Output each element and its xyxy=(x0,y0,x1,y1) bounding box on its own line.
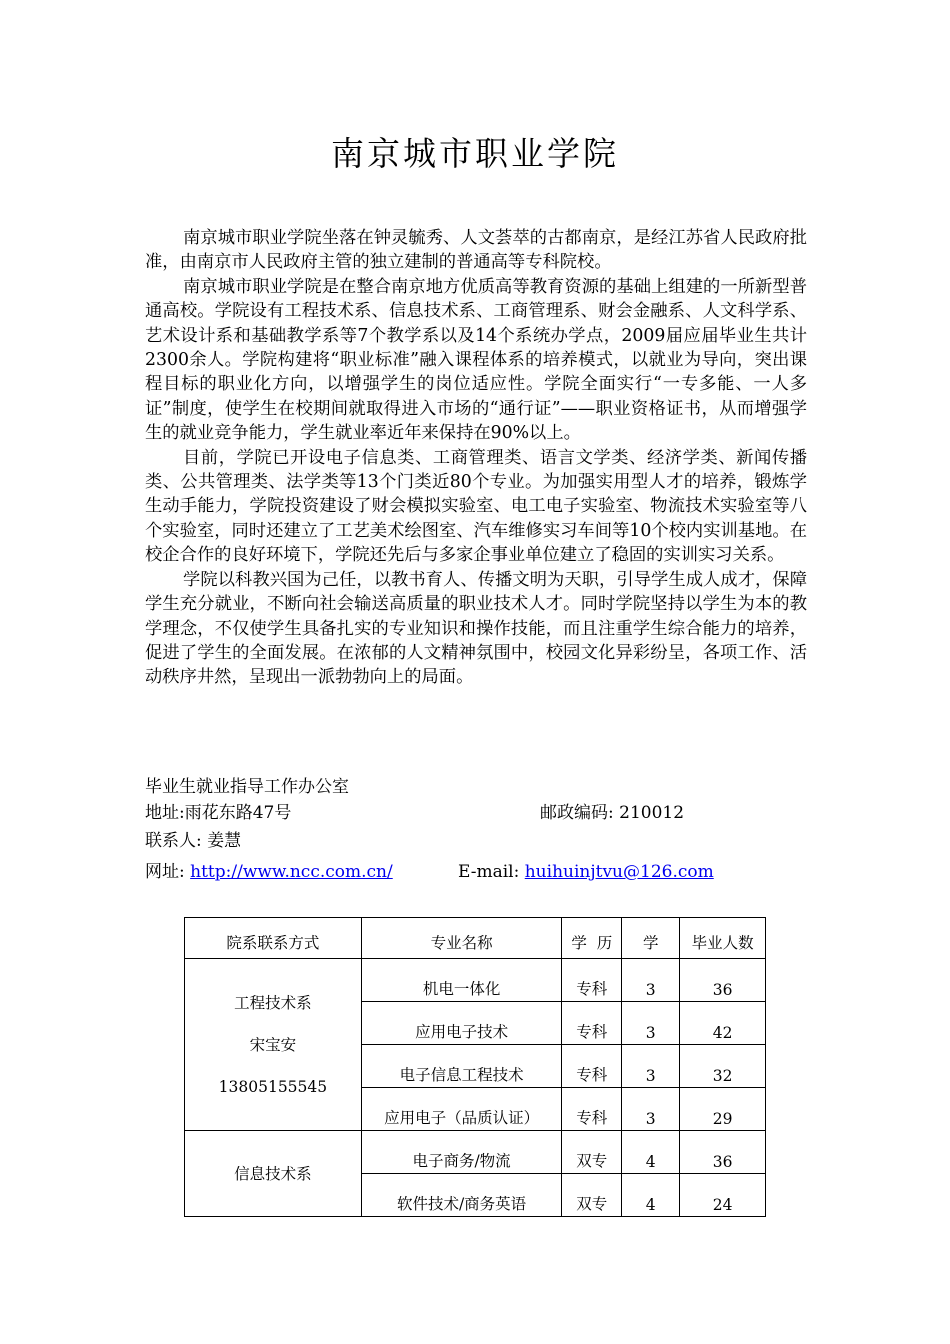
major-cell: 电子信息工程技术 xyxy=(361,1045,562,1088)
major-cell: 软件技术/商务英语 xyxy=(361,1174,562,1217)
degree-cell: 专科 xyxy=(562,1088,622,1131)
intro-text xyxy=(145,226,807,690)
contact-address-row xyxy=(145,800,805,826)
years-cell: 3 xyxy=(622,1088,680,1131)
dept-name: 信息技术系 xyxy=(234,1164,312,1183)
postcode-group xyxy=(540,800,684,826)
dept-cell-it xyxy=(185,1131,362,1217)
degree-cell: 专科 xyxy=(562,1045,622,1088)
degree-cell: 双专 xyxy=(562,1174,622,1217)
years-cell: 3 xyxy=(622,1002,680,1045)
graduates-cell: 29 xyxy=(680,1088,766,1131)
postcode: 210012 xyxy=(619,803,685,823)
postcode-label: 邮政编码: xyxy=(540,803,614,823)
majors-table xyxy=(184,917,766,1217)
contact-person: 联系人: 姜慧 xyxy=(145,831,242,851)
page-title: 南京城市职业学院 xyxy=(331,134,619,173)
paragraph: 南京城市职业学院是在整合南京地方优质高等教育资源的基础上组建的一所新型普通高校。学院设有工程技术系、信息技术系、工商管理系、财会金融系、人文科学系、艺术设计系和基础教学系等7个教学系以及14个系统办学点，2009届应届毕业生共计2300余人。学院构建将“职业标准”融入课程体系的培养模式，以就业为导向，突出课程目标的职业化方向，以增强学生的岗位适应性。学院全面实行“一专多能、一人多证”制度，使学生在校期间就取得进入市场的“通行证”——职业资格证书，从而增强学生的就业竞争能力，学生就业率近年来保持在90%以上。 xyxy=(145,276,807,444)
website-label: 网址: xyxy=(145,862,185,882)
header-major: 专业名称 xyxy=(361,918,562,959)
table-row xyxy=(185,959,766,1002)
email-group xyxy=(458,857,714,888)
email-label: E-mail: xyxy=(458,862,520,882)
dept-contact-person: 宋宝安 xyxy=(249,1035,297,1054)
contact-person-row xyxy=(145,826,805,857)
header-graduates: 毕业人数 xyxy=(680,918,766,959)
graduates-cell: 32 xyxy=(680,1045,766,1088)
header-degree: 学 历 xyxy=(562,918,622,959)
dept-phone: 13805155545 xyxy=(218,1077,328,1096)
table-row xyxy=(185,1131,766,1174)
degree-cell: 专科 xyxy=(562,1002,622,1045)
email-link[interactable]: huihuinjtvu@126.com xyxy=(524,862,714,882)
dept-name: 工程技术系 xyxy=(234,993,312,1012)
graduates-cell: 24 xyxy=(680,1174,766,1217)
contact-block xyxy=(145,774,805,888)
graduates-cell: 42 xyxy=(680,1002,766,1045)
years-cell: 4 xyxy=(622,1131,680,1174)
paragraph: 南京城市职业学院坐落在钟灵毓秀、人文荟萃的古都南京，是经江苏省人民政府批准，由南京市人民政府主管的独立建制的普通高等专科院校。 xyxy=(145,228,807,273)
paragraph: 目前，学院已开设电子信息类、工商管理类、语言文学类、经济学类、新闻传播类、公共管理类、法学类等13个门类近80个专业。为加强实用型人才的培养，锻炼学生动手能力，学院投资建设了财会模拟实验室、电工电子实验室、物流技术实验室等八个实验室，同时还建立了工艺美术绘图室、汽车维修实习车间等10个校内实训基地。在校企合作的良好环境下，学院还先后与多家企事业单位建立了稳固的实训实习关系。 xyxy=(145,447,807,566)
dept-cell-engineering xyxy=(185,959,362,1131)
degree-cell: 专科 xyxy=(562,959,622,1002)
contact-office-row xyxy=(145,774,805,800)
header-years: 学 xyxy=(622,918,680,959)
major-cell: 电子商务/物流 xyxy=(361,1131,562,1174)
years-cell: 3 xyxy=(622,959,680,1002)
years-cell: 3 xyxy=(622,1045,680,1088)
website-link[interactable]: http://www.ncc.com.cn/ xyxy=(190,862,393,882)
address: 地址:雨花东路47号 xyxy=(145,803,292,823)
contact-web-row xyxy=(145,857,805,888)
major-cell: 应用电子技术 xyxy=(361,1002,562,1045)
years-cell: 4 xyxy=(622,1174,680,1217)
degree-cell: 双专 xyxy=(562,1131,622,1174)
paragraph: 学院以科教兴国为己任，以教书育人、传播文明为天职，引导学生成人成才，保障学生充分就业，不断向社会输送高质量的职业技术人才。同时学院坚持以学生为本的教学理念，不仅使学生具备扎实的专业知识和操作技能，而且注重学生综合能力的培养，促进了学生的全面发展。在浓郁的人文精神氛围中，校园文化异彩纷呈，各项工作、活动秩序井然，呈现出一派勃勃向上的局面。 xyxy=(145,569,807,688)
header-dept: 院系联系方式 xyxy=(185,918,362,959)
graduates-cell: 36 xyxy=(680,1131,766,1174)
graduates-cell: 36 xyxy=(680,959,766,1002)
major-cell: 应用电子（品质认证） xyxy=(361,1088,562,1131)
office-name: 毕业生就业指导工作办公室 xyxy=(145,777,349,797)
major-cell: 机电一体化 xyxy=(361,959,562,1002)
table-header-row xyxy=(185,918,766,959)
